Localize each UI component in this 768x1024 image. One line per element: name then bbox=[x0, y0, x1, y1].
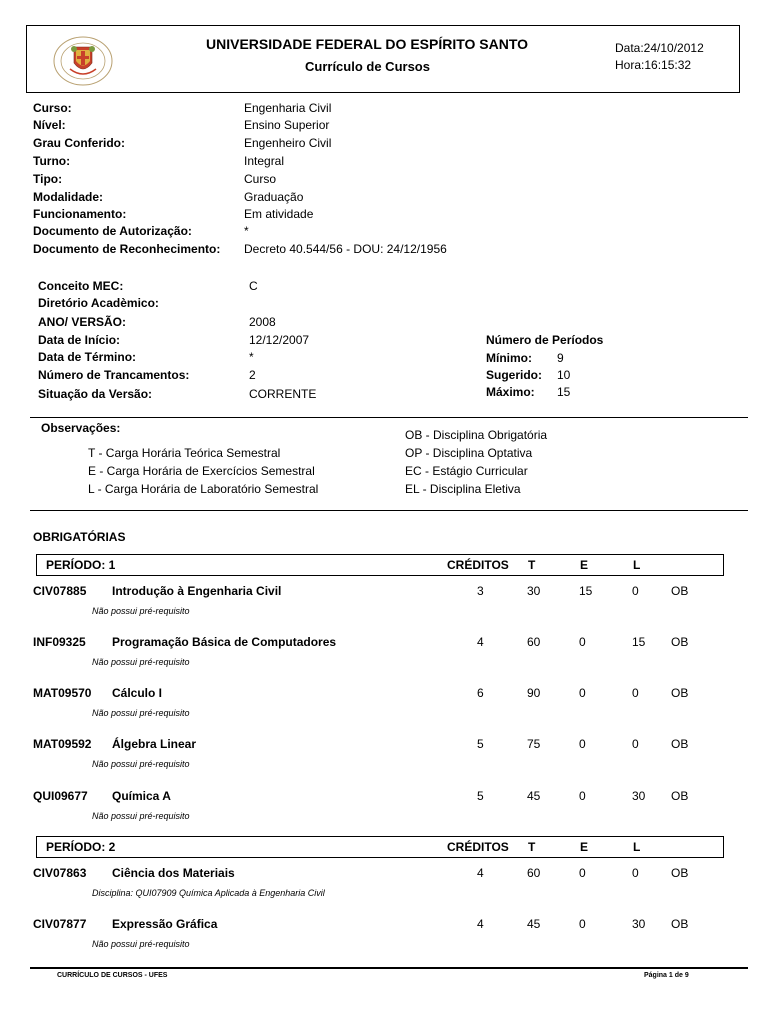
course-info-value: Ensino Superior bbox=[244, 118, 330, 132]
col-header-e: E bbox=[580, 558, 589, 572]
col-header-t-2: T bbox=[528, 840, 536, 854]
maximo-value: 15 bbox=[557, 385, 571, 399]
obs-legend-ec: EC - Estágio Curricular bbox=[405, 464, 528, 478]
course-info-label: Tipo: bbox=[33, 172, 63, 186]
course-hours-l: 0 bbox=[632, 866, 639, 880]
course-prerequisite-note: Não possui pré-requisito bbox=[92, 939, 190, 949]
course-code: MAT09592 bbox=[33, 737, 92, 751]
minimo-value: 9 bbox=[557, 351, 564, 365]
version-info-value: 2 bbox=[249, 368, 256, 382]
version-info-value: CORRENTE bbox=[249, 387, 317, 401]
obs-legend-e: E - Carga Horária de Exercícios Semestral bbox=[88, 464, 315, 478]
course-prerequisite-note: Não possui pré-requisito bbox=[92, 657, 190, 667]
course-name: Química A bbox=[112, 789, 171, 803]
version-info-value: 12/12/2007 bbox=[249, 333, 310, 347]
course-credits: 4 bbox=[477, 917, 484, 931]
course-code: MAT09570 bbox=[33, 686, 92, 700]
course-hours-t: 45 bbox=[527, 917, 541, 931]
course-name: Álgebra Linear bbox=[112, 737, 197, 751]
course-hours-t: 60 bbox=[527, 866, 541, 880]
obs-legend-el: EL - Disciplina Eletiva bbox=[405, 482, 521, 496]
version-info-label: Data de Início: bbox=[38, 333, 121, 347]
course-prerequisite-note: Não possui pré-requisito bbox=[92, 759, 190, 769]
course-hours-t: 45 bbox=[527, 789, 541, 803]
course-type: OB bbox=[671, 686, 689, 700]
course-info-value: * bbox=[244, 224, 249, 238]
course-info-value: Engenheiro Civil bbox=[244, 136, 332, 150]
col-header-l-2: L bbox=[633, 840, 641, 854]
course-hours-e: 0 bbox=[579, 686, 586, 700]
col-header-t: T bbox=[528, 558, 536, 572]
version-info-label: Data de Término: bbox=[38, 350, 137, 364]
footer-divider bbox=[30, 967, 748, 969]
col-header-creditos: CRÉDITOS bbox=[447, 558, 509, 572]
course-hours-t: 30 bbox=[527, 584, 541, 598]
course-name: Programação Básica de Computadores bbox=[112, 635, 337, 649]
course-hours-e: 0 bbox=[579, 737, 586, 751]
course-type: OB bbox=[671, 789, 689, 803]
course-prerequisite-note: Não possui pré-requisito bbox=[92, 811, 190, 821]
course-info-label: Nível: bbox=[33, 118, 66, 132]
course-hours-e: 0 bbox=[579, 866, 586, 880]
course-type: OB bbox=[671, 866, 689, 880]
course-hours-l: 30 bbox=[632, 917, 646, 931]
sugerido-value: 10 bbox=[557, 368, 571, 382]
period-label-1: PERÍODO: 1 bbox=[46, 558, 116, 572]
footer-page-number: Página 1 de 9 bbox=[644, 972, 689, 979]
course-hours-l: 0 bbox=[632, 686, 639, 700]
course-hours-t: 60 bbox=[527, 635, 541, 649]
print-date: Data:24/10/2012 bbox=[615, 41, 704, 55]
col-header-e-2: E bbox=[580, 840, 589, 854]
course-hours-e: 15 bbox=[579, 584, 593, 598]
course-code: CIV07877 bbox=[33, 917, 87, 931]
course-hours-l: 0 bbox=[632, 584, 639, 598]
course-type: OB bbox=[671, 917, 689, 931]
course-prerequisite-note: Não possui pré-requisito bbox=[92, 606, 190, 616]
course-info-label: Funcionamento: bbox=[33, 207, 127, 221]
course-name: Expressão Gráfica bbox=[112, 917, 218, 931]
course-hours-l: 0 bbox=[632, 737, 639, 751]
period-label-2: PERÍODO: 2 bbox=[46, 840, 116, 854]
period-header-1 bbox=[36, 554, 724, 576]
course-credits: 5 bbox=[477, 737, 484, 751]
document-subtitle: Currículo de Cursos bbox=[305, 59, 430, 74]
obs-legend-t: T - Carga Horária Teórica Semestral bbox=[88, 446, 281, 460]
footer-left: CURRÍCULO DE CURSOS - UFES bbox=[57, 972, 168, 979]
observations-title: Observações: bbox=[41, 421, 121, 435]
course-info-value: Engenharia Civil bbox=[244, 101, 332, 115]
course-prerequisite-note: Disciplina: QUI07909 Química Aplicada à Engenharia Civil bbox=[92, 888, 325, 898]
course-info-value: Curso bbox=[244, 172, 277, 186]
col-header-l: L bbox=[633, 558, 641, 572]
col-header-creditos-2: CRÉDITOS bbox=[447, 840, 509, 854]
sugerido-label: Sugerido: bbox=[486, 368, 542, 382]
course-credits: 6 bbox=[477, 686, 484, 700]
course-code: CIV07863 bbox=[33, 866, 87, 880]
version-info-label: ANO/ VERSÃO: bbox=[38, 315, 127, 329]
course-name: Ciência dos Materiais bbox=[112, 866, 235, 880]
section-title: OBRIGATÓRIAS bbox=[33, 530, 126, 544]
course-credits: 3 bbox=[477, 584, 484, 598]
course-info-label: Documento de Autorização: bbox=[33, 224, 192, 238]
divider-bottom bbox=[30, 510, 748, 511]
version-info-label: Diretório Acadèmico: bbox=[38, 296, 159, 310]
course-code: CIV07885 bbox=[33, 584, 87, 598]
version-info-value: C bbox=[249, 279, 258, 293]
course-hours-e: 0 bbox=[579, 635, 586, 649]
version-info-label: Situação da Versão: bbox=[38, 387, 153, 401]
course-info-value: Em atividade bbox=[244, 207, 314, 221]
course-type: OB bbox=[671, 584, 689, 598]
minimo-label: Mínimo: bbox=[486, 351, 532, 365]
maximo-label: Máximo: bbox=[486, 385, 535, 399]
course-info-value: Graduação bbox=[244, 190, 304, 204]
ufes-seal-logo bbox=[52, 35, 114, 87]
obs-legend-ob: OB - Disciplina Obrigatória bbox=[405, 428, 548, 442]
course-name: Cálculo I bbox=[112, 686, 163, 700]
course-hours-e: 0 bbox=[579, 917, 586, 931]
version-info-value: * bbox=[249, 350, 254, 364]
obs-legend-op: OP - Disciplina Optativa bbox=[405, 446, 533, 460]
course-prerequisite-note: Não possui pré-requisito bbox=[92, 708, 190, 718]
periods-count-title: Número de Períodos bbox=[486, 333, 604, 347]
course-info-value: Decreto 40.544/56 - DOU: 24/12/1956 bbox=[244, 242, 447, 256]
course-type: OB bbox=[671, 635, 689, 649]
course-credits: 5 bbox=[477, 789, 484, 803]
period-header-2 bbox=[36, 836, 724, 858]
course-info-label: Grau Conferido: bbox=[33, 136, 125, 150]
course-hours-l: 30 bbox=[632, 789, 646, 803]
course-hours-t: 90 bbox=[527, 686, 541, 700]
print-time: Hora:16:15:32 bbox=[615, 58, 692, 72]
course-info-label: Modalidade: bbox=[33, 190, 104, 204]
course-type: OB bbox=[671, 737, 689, 751]
version-info-value: 2008 bbox=[249, 315, 276, 329]
course-code: QUI09677 bbox=[33, 789, 88, 803]
obs-legend-l: L - Carga Horária de Laboratório Semestral bbox=[88, 482, 319, 496]
course-code: INF09325 bbox=[33, 635, 86, 649]
course-info-label: Curso: bbox=[33, 101, 72, 115]
course-hours-t: 75 bbox=[527, 737, 541, 751]
course-info-label: Turno: bbox=[33, 154, 71, 168]
course-hours-e: 0 bbox=[579, 789, 586, 803]
divider-top bbox=[30, 417, 748, 418]
course-info-label: Documento de Reconhecimento: bbox=[33, 242, 221, 256]
university-name: UNIVERSIDADE FEDERAL DO ESPÍRITO SANTO bbox=[206, 36, 529, 52]
version-info-label: Número de Trancamentos: bbox=[38, 368, 190, 382]
version-info-label: Conceito MEC: bbox=[38, 279, 124, 293]
course-info-value: Integral bbox=[244, 154, 285, 168]
course-credits: 4 bbox=[477, 635, 484, 649]
course-name: Introdução à Engenharia Civil bbox=[112, 584, 282, 598]
course-credits: 4 bbox=[477, 866, 484, 880]
course-hours-l: 15 bbox=[632, 635, 646, 649]
